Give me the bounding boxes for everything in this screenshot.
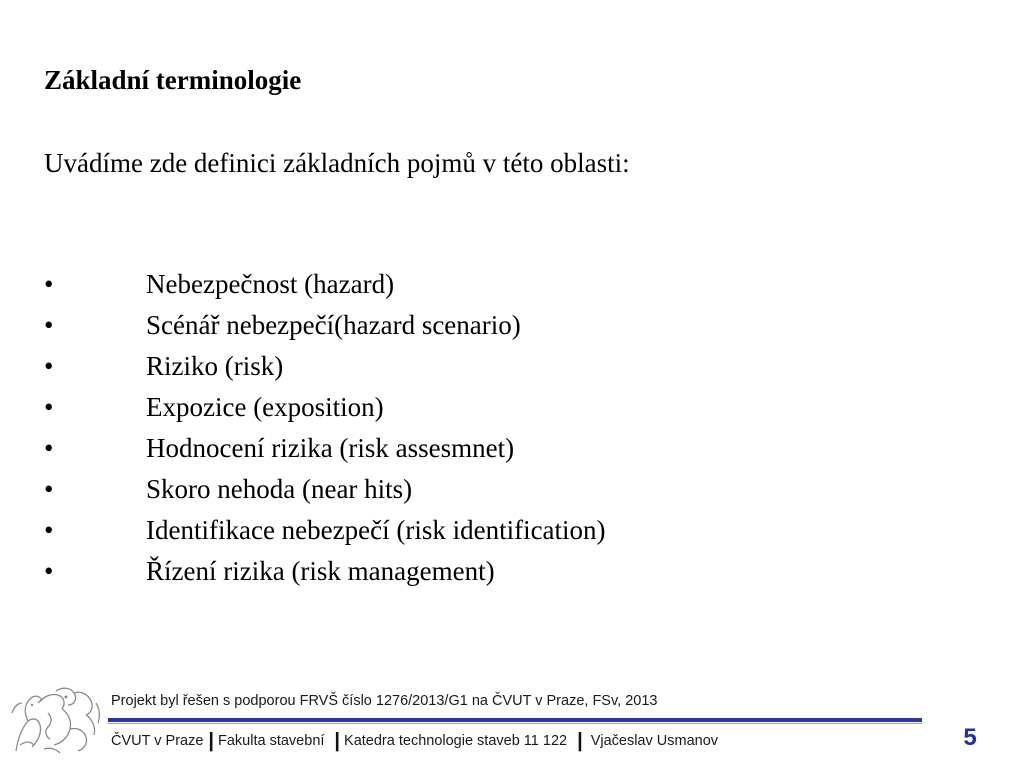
- terminology-list: [44, 264, 606, 592]
- list-item: [44, 305, 606, 346]
- separator: |: [334, 730, 341, 752]
- bullet-icon: •: [44, 474, 54, 504]
- bullet-icon: •: [44, 351, 54, 381]
- faculty-name: Fakulta stavební: [218, 733, 325, 749]
- separator: |: [577, 730, 583, 752]
- bullet-icon: •: [44, 556, 54, 586]
- list-item-text: Nebezpečnost (hazard): [146, 269, 395, 299]
- list-item-text: Riziko (risk): [146, 351, 284, 381]
- separator: |: [208, 730, 215, 752]
- footer-divider: [108, 718, 922, 722]
- list-item-text: Expozice (exposition): [146, 392, 384, 422]
- list-item: [44, 469, 606, 510]
- list-item: [44, 387, 606, 428]
- university-name: ČVUT v Praze: [111, 733, 204, 749]
- bullet-icon: •: [44, 515, 54, 545]
- list-item-text: Řízení rizika (risk management): [146, 556, 495, 586]
- list-item: [44, 264, 606, 305]
- page-number: 5: [963, 724, 977, 751]
- bullet-icon: •: [44, 269, 54, 299]
- bullet-icon: •: [44, 310, 54, 340]
- list-item: [44, 551, 606, 592]
- footer-divider-shadow: [108, 723, 922, 724]
- list-item: [44, 428, 606, 469]
- list-item: [44, 510, 606, 551]
- project-note: Projekt byl řešen s podporou FRVŠ číslo 1276/2013/G1 na ČVUT v Praze, FSv, 2013: [111, 693, 658, 709]
- department-name: Katedra technologie staveb 11 122: [344, 733, 568, 749]
- author-name: Vjačeslav Usmanov: [590, 733, 719, 749]
- list-item: [44, 346, 606, 387]
- bullet-icon: •: [44, 433, 54, 463]
- slide-title: Základní terminologie: [44, 65, 302, 95]
- bullet-icon: •: [44, 392, 54, 422]
- ctu-lion-logo-icon: [8, 683, 106, 755]
- footer-info: [111, 732, 718, 750]
- list-item-text: Scénář nebezpečí(hazard scenario): [146, 310, 521, 340]
- list-item-text: Hodnocení rizika (risk assesmnet): [146, 433, 515, 463]
- list-item-text: Identifikace nebezpečí (risk identification): [146, 515, 606, 545]
- list-item-text: Skoro nehoda (near hits): [146, 474, 413, 504]
- intro-text: Uvádíme zde definici základních pojmů v této oblasti:: [44, 148, 630, 178]
